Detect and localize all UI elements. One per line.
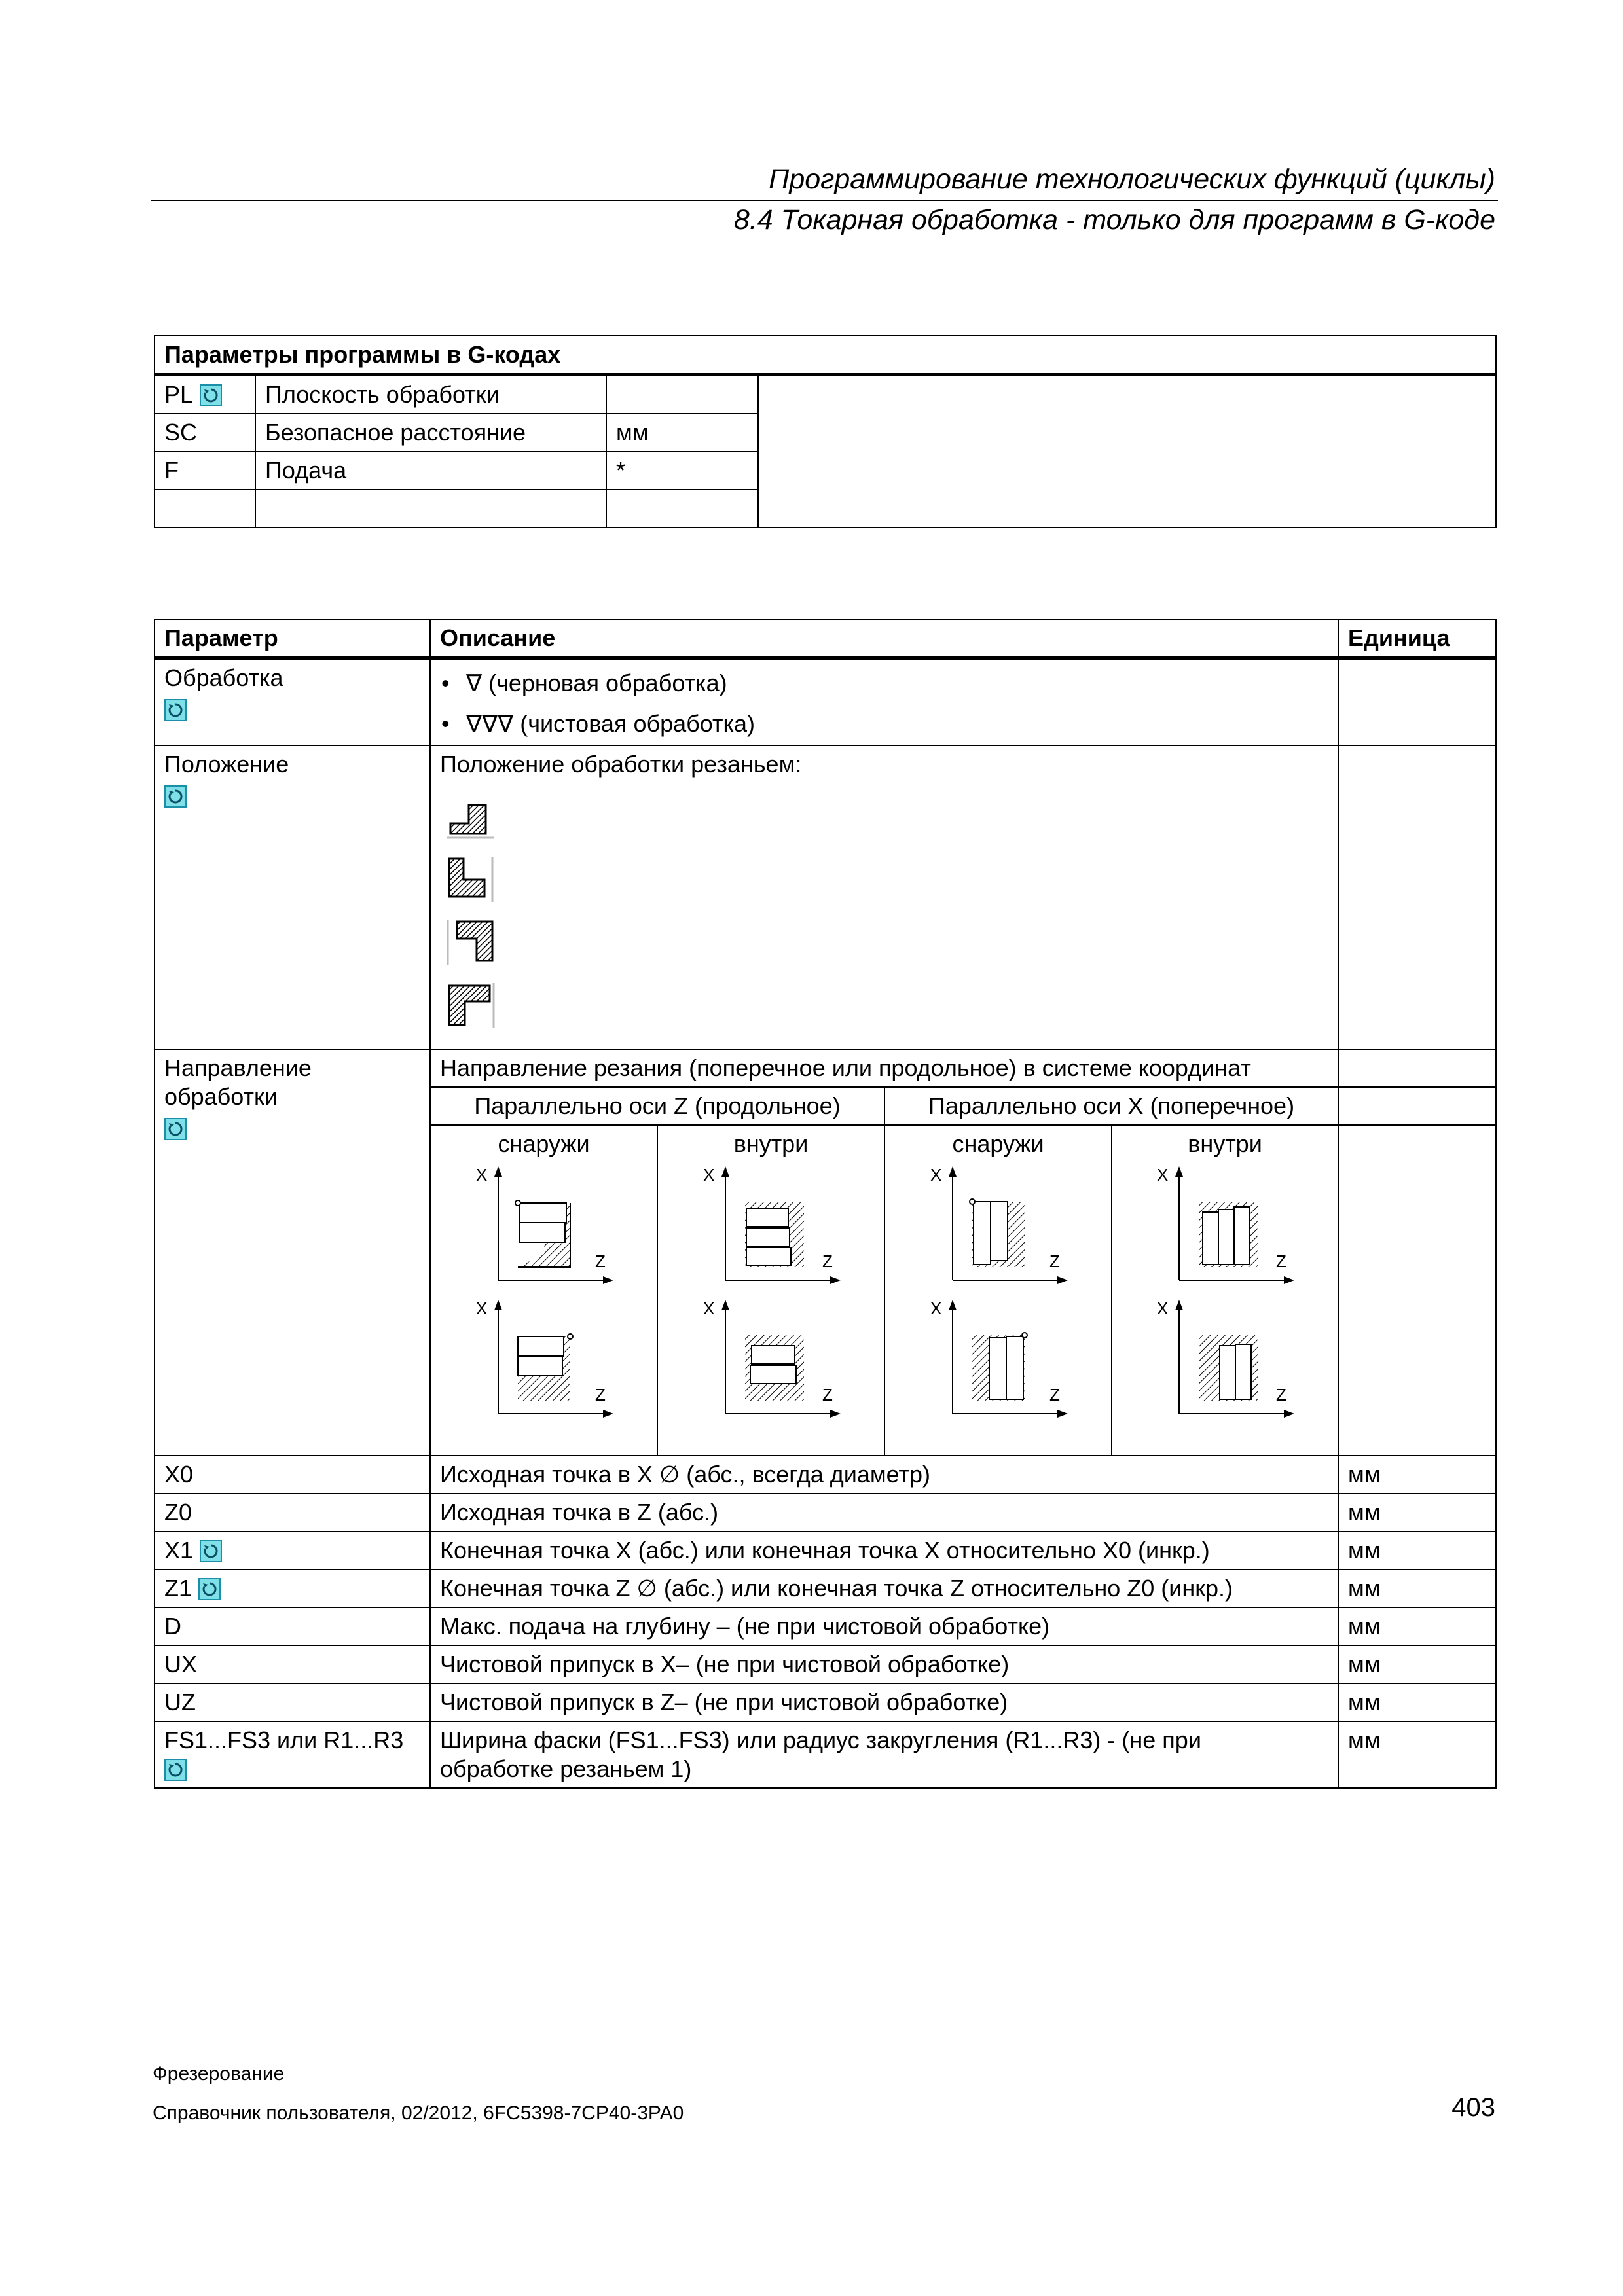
axis-z-label: Z (1049, 1385, 1060, 1405)
axis-x-label: X (930, 1165, 941, 1185)
desc-cell (430, 1721, 1338, 1788)
chapter-title: Программирование технологических функций (циклы) (769, 164, 1495, 195)
unit-cell: мм (1338, 1532, 1496, 1570)
unit-cell (1338, 1087, 1496, 1125)
unit-cell (606, 490, 758, 528)
param-cell: X0 (155, 1456, 430, 1494)
param-label: Положение (164, 751, 289, 778)
desc-cell: Исходная точка в X ∅ (абс., всегда диаметр) (430, 1456, 1338, 1494)
diagram-x-outside-top (926, 1162, 1070, 1287)
axis-x-label: X (475, 1165, 487, 1185)
x-inside-cell (1112, 1125, 1338, 1456)
footer-manual: Справочник пользователя, 02/2012, 6FC5398-7CP40-3PA0 (153, 2102, 684, 2124)
diagram-z-outside-top (472, 1162, 616, 1287)
unit-cell: мм (1338, 1494, 1496, 1532)
table-row (155, 658, 1496, 746)
unit-cell: мм (606, 414, 758, 452)
unit-cell (1338, 658, 1496, 746)
diagram-z-outside-bottom (472, 1296, 616, 1420)
param-cell (155, 375, 255, 414)
col-header-unit: Единица (1338, 619, 1496, 658)
param-code: FS1...FS3 или R1...R3 (164, 1727, 404, 1753)
axis-z-label: Z (594, 1385, 606, 1405)
param-cell (155, 1049, 430, 1456)
unit-cell (1338, 1125, 1496, 1456)
toggle-icon[interactable] (164, 699, 187, 721)
param-label: Направление обработки (164, 1054, 312, 1110)
footer-product: Фрезерование (153, 2063, 285, 2085)
param-cell: Z0 (155, 1494, 430, 1532)
desc-cell (255, 490, 606, 528)
table-row (155, 1683, 1496, 1721)
table-row (155, 1532, 1496, 1570)
axis-z-label: Z (1276, 1251, 1286, 1271)
unit-cell: мм (1338, 1570, 1496, 1607)
param-code: PL (164, 381, 194, 408)
axis-z-label: Z (594, 1251, 606, 1271)
axis-x-label: X (1157, 1299, 1169, 1318)
option-finishing: • ∇∇∇ (чистовая обработка) (440, 709, 1328, 738)
desc-text: Ширина фаски (FS1...FS3) или радиус закругления (R1...R3) - (не при обработке резаньем 1) (440, 1727, 1201, 1782)
params-table (154, 619, 1497, 1789)
position-icon-4 (443, 979, 498, 1030)
desc-cell: Исходная точка в Z (абс.) (430, 1494, 1338, 1532)
table-row (155, 1607, 1496, 1645)
toggle-icon[interactable] (164, 1759, 187, 1781)
param-cell: D (155, 1607, 430, 1645)
desc-cell: Подача (255, 452, 606, 490)
header-rule (151, 200, 1498, 201)
empty-cell (758, 375, 1496, 528)
table-row (155, 1721, 1496, 1788)
param-cell (155, 1721, 430, 1788)
axis-x-label: X (930, 1299, 941, 1318)
unit-cell: мм (1338, 1456, 1496, 1494)
axis-x-label: X (1157, 1165, 1169, 1185)
x-outside-cell (884, 1125, 1112, 1456)
axis-z-label: Z (1049, 1251, 1060, 1271)
gcode-params-title: Параметры программы в G-кодах (155, 336, 1496, 375)
page-number: 403 (1451, 2093, 1495, 2122)
desc-cell: Плоскость обработки (255, 375, 606, 414)
desc-cell: Чистовой припуск в Z– (не при чистовой обработке) (430, 1683, 1338, 1721)
toggle-icon[interactable] (200, 384, 222, 406)
table-row (155, 1570, 1496, 1607)
axis-x-label: X (475, 1299, 487, 1318)
z-outside-cell (430, 1125, 657, 1456)
table-row (155, 1049, 1496, 1087)
desc-cell: Чистовой припуск в X– (не при чистовой обработке) (430, 1645, 1338, 1683)
param-cell: UX (155, 1645, 430, 1683)
unit-cell: мм (1338, 1683, 1496, 1721)
desc-cell: Конечная точка X (абс.) или конечная точка X относительно X0 (инкр.) (430, 1532, 1338, 1570)
outside-label: снаружи (952, 1130, 1044, 1157)
unit-cell (1338, 1049, 1496, 1087)
axis-z-label: Z (822, 1251, 833, 1271)
param-cell (155, 745, 430, 1049)
toggle-icon[interactable] (164, 785, 187, 808)
axis-x-label: X (702, 1165, 714, 1185)
param-code: X1 (164, 1537, 194, 1564)
desc-cell (430, 658, 1338, 746)
section-title: 8.4 Токарная обработка - только для программ в G-коде (733, 204, 1495, 236)
position-icon-3 (443, 916, 498, 967)
table-row (155, 745, 1496, 1049)
diagram-z-inside-top (699, 1162, 843, 1287)
z-inside-cell (657, 1125, 884, 1456)
param-cell: F (155, 452, 255, 490)
diagram-x-inside-bottom (1153, 1296, 1297, 1420)
diagram-z-inside-bottom (699, 1296, 843, 1420)
axis-z-label: Z (1276, 1385, 1286, 1405)
param-cell (155, 1570, 430, 1607)
unit-cell (1338, 745, 1496, 1049)
param-cell (155, 658, 430, 746)
outside-label: снаружи (498, 1130, 590, 1157)
parallel-z-header: Параллельно оси Z (продольное) (430, 1087, 884, 1125)
desc-cell (430, 745, 1338, 1049)
unit-cell (606, 375, 758, 414)
col-header-param: Параметр (155, 619, 430, 658)
table-row (155, 375, 1496, 414)
param-label: Обработка (164, 664, 283, 691)
position-icon-2 (443, 853, 498, 905)
table-row (155, 1494, 1496, 1532)
direction-desc: Направление резания (поперечное или продольное) в системе координат (430, 1049, 1338, 1087)
toggle-icon[interactable] (164, 1118, 187, 1140)
inside-label: внутри (733, 1130, 809, 1157)
param-cell: SC (155, 414, 255, 452)
desc-cell: Конечная точка Z ∅ (абс.) или конечная точка Z относительно Z0 (инкр.) (430, 1570, 1338, 1607)
position-desc: Положение обработки резаньем: (440, 751, 802, 778)
col-header-desc: Описание (430, 619, 1338, 658)
param-cell: UZ (155, 1683, 430, 1721)
axis-x-label: X (702, 1299, 714, 1318)
position-icon-1 (443, 791, 498, 842)
desc-cell: Макс. подача на глубину – (не при чистовой обработке) (430, 1607, 1338, 1645)
table-row (155, 1456, 1496, 1494)
gcode-params-table (154, 335, 1497, 528)
desc-cell: Безопасное расстояние (255, 414, 606, 452)
diagram-x-inside-top (1153, 1162, 1297, 1287)
axis-z-label: Z (822, 1385, 833, 1405)
unit-cell: * (606, 452, 758, 490)
param-cell (155, 490, 255, 528)
toggle-icon[interactable] (200, 1540, 222, 1562)
option-roughing: • ∇ (черновая обработка) (440, 669, 1328, 698)
toggle-icon[interactable] (198, 1578, 221, 1600)
unit-cell: мм (1338, 1645, 1496, 1683)
table-row (155, 1645, 1496, 1683)
inside-label: внутри (1188, 1130, 1262, 1157)
param-code: Z1 (164, 1575, 192, 1602)
diagram-x-outside-bottom (926, 1296, 1070, 1420)
unit-cell: мм (1338, 1721, 1496, 1788)
unit-cell: мм (1338, 1607, 1496, 1645)
param-cell (155, 1532, 430, 1570)
parallel-x-header: Параллельно оси X (поперечное) (884, 1087, 1338, 1125)
